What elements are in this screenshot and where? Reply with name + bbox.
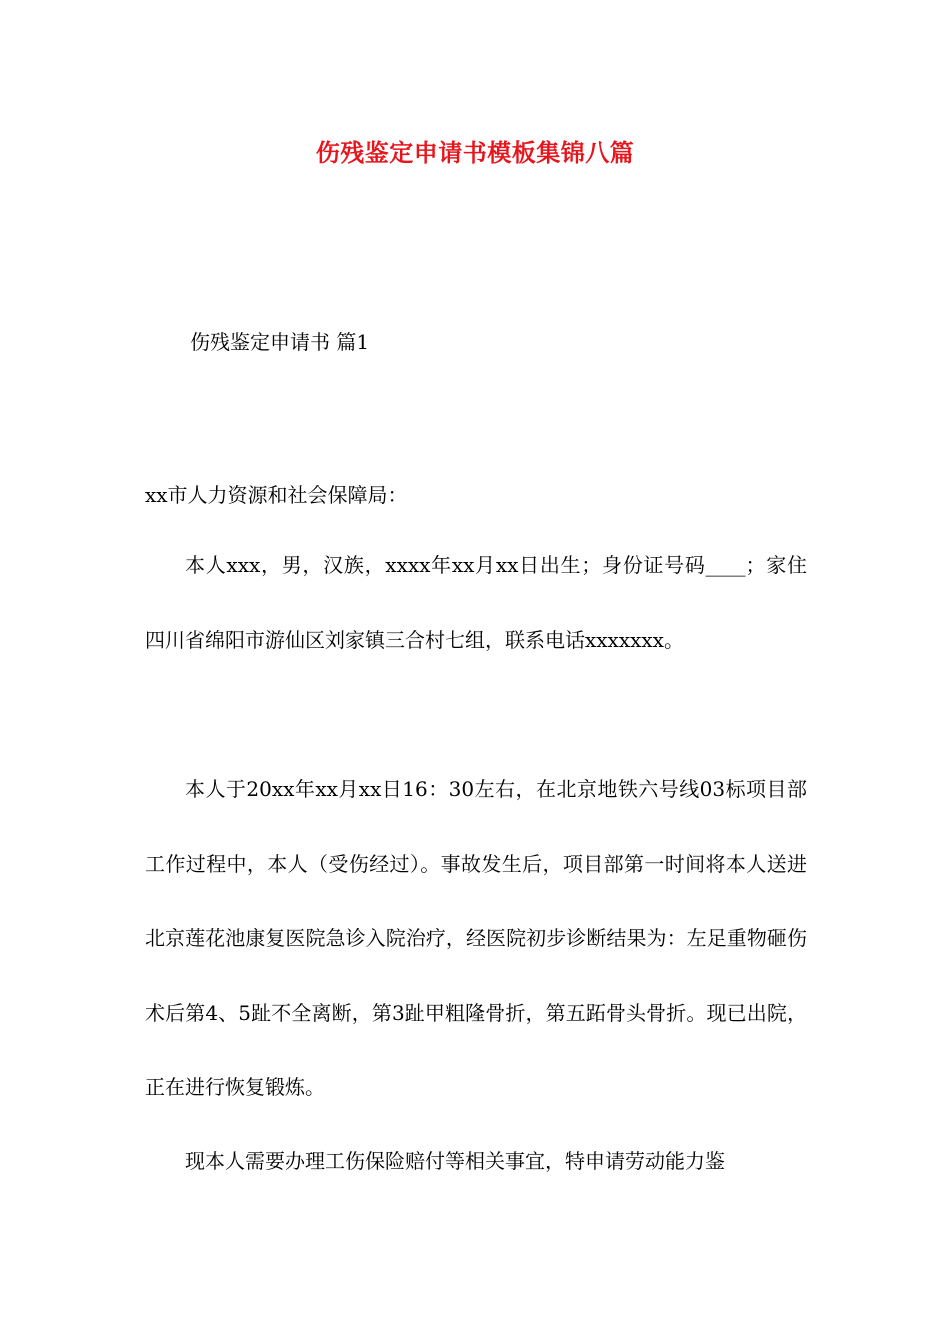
paragraph-1 [145, 528, 807, 677]
paragraph-3 [145, 1124, 807, 1199]
document-title: 伤残鉴定申请书模板集锦八篇 [315, 139, 635, 167]
salutation: xx市人力资源和社会保障局： [145, 483, 408, 507]
paragraph-2 [145, 752, 807, 1125]
paragraph-text: 本人xxx，男，汉族，xxxx年xx月xx日出生；身份证号码____；家住四川省绵阳市游仙区刘家镇三合村七组，联系电话xxxxxxx。 [145, 553, 807, 652]
section-heading: 伤残鉴定申请书 篇1 [190, 330, 370, 354]
paragraph-text: 现本人需要办理工伤保险赔付等相关事宜，特申请劳动能力鉴 [185, 1149, 725, 1173]
paragraph-text: 本人于20xx年xx月xx日16：30左右，在北京地铁六号线03标项目部工作过程中，本人（受伤经过）。事故发生后，项目部第一时间将本人送进北京莲花池康复医院急诊入院治疗，经医院初步诊断结果为：左足重物砸伤术后第4、5趾不全离断，第3趾甲粗隆骨折，第五跖骨头骨折。现已出院，正在进行恢复锻炼。 [145, 777, 807, 1099]
